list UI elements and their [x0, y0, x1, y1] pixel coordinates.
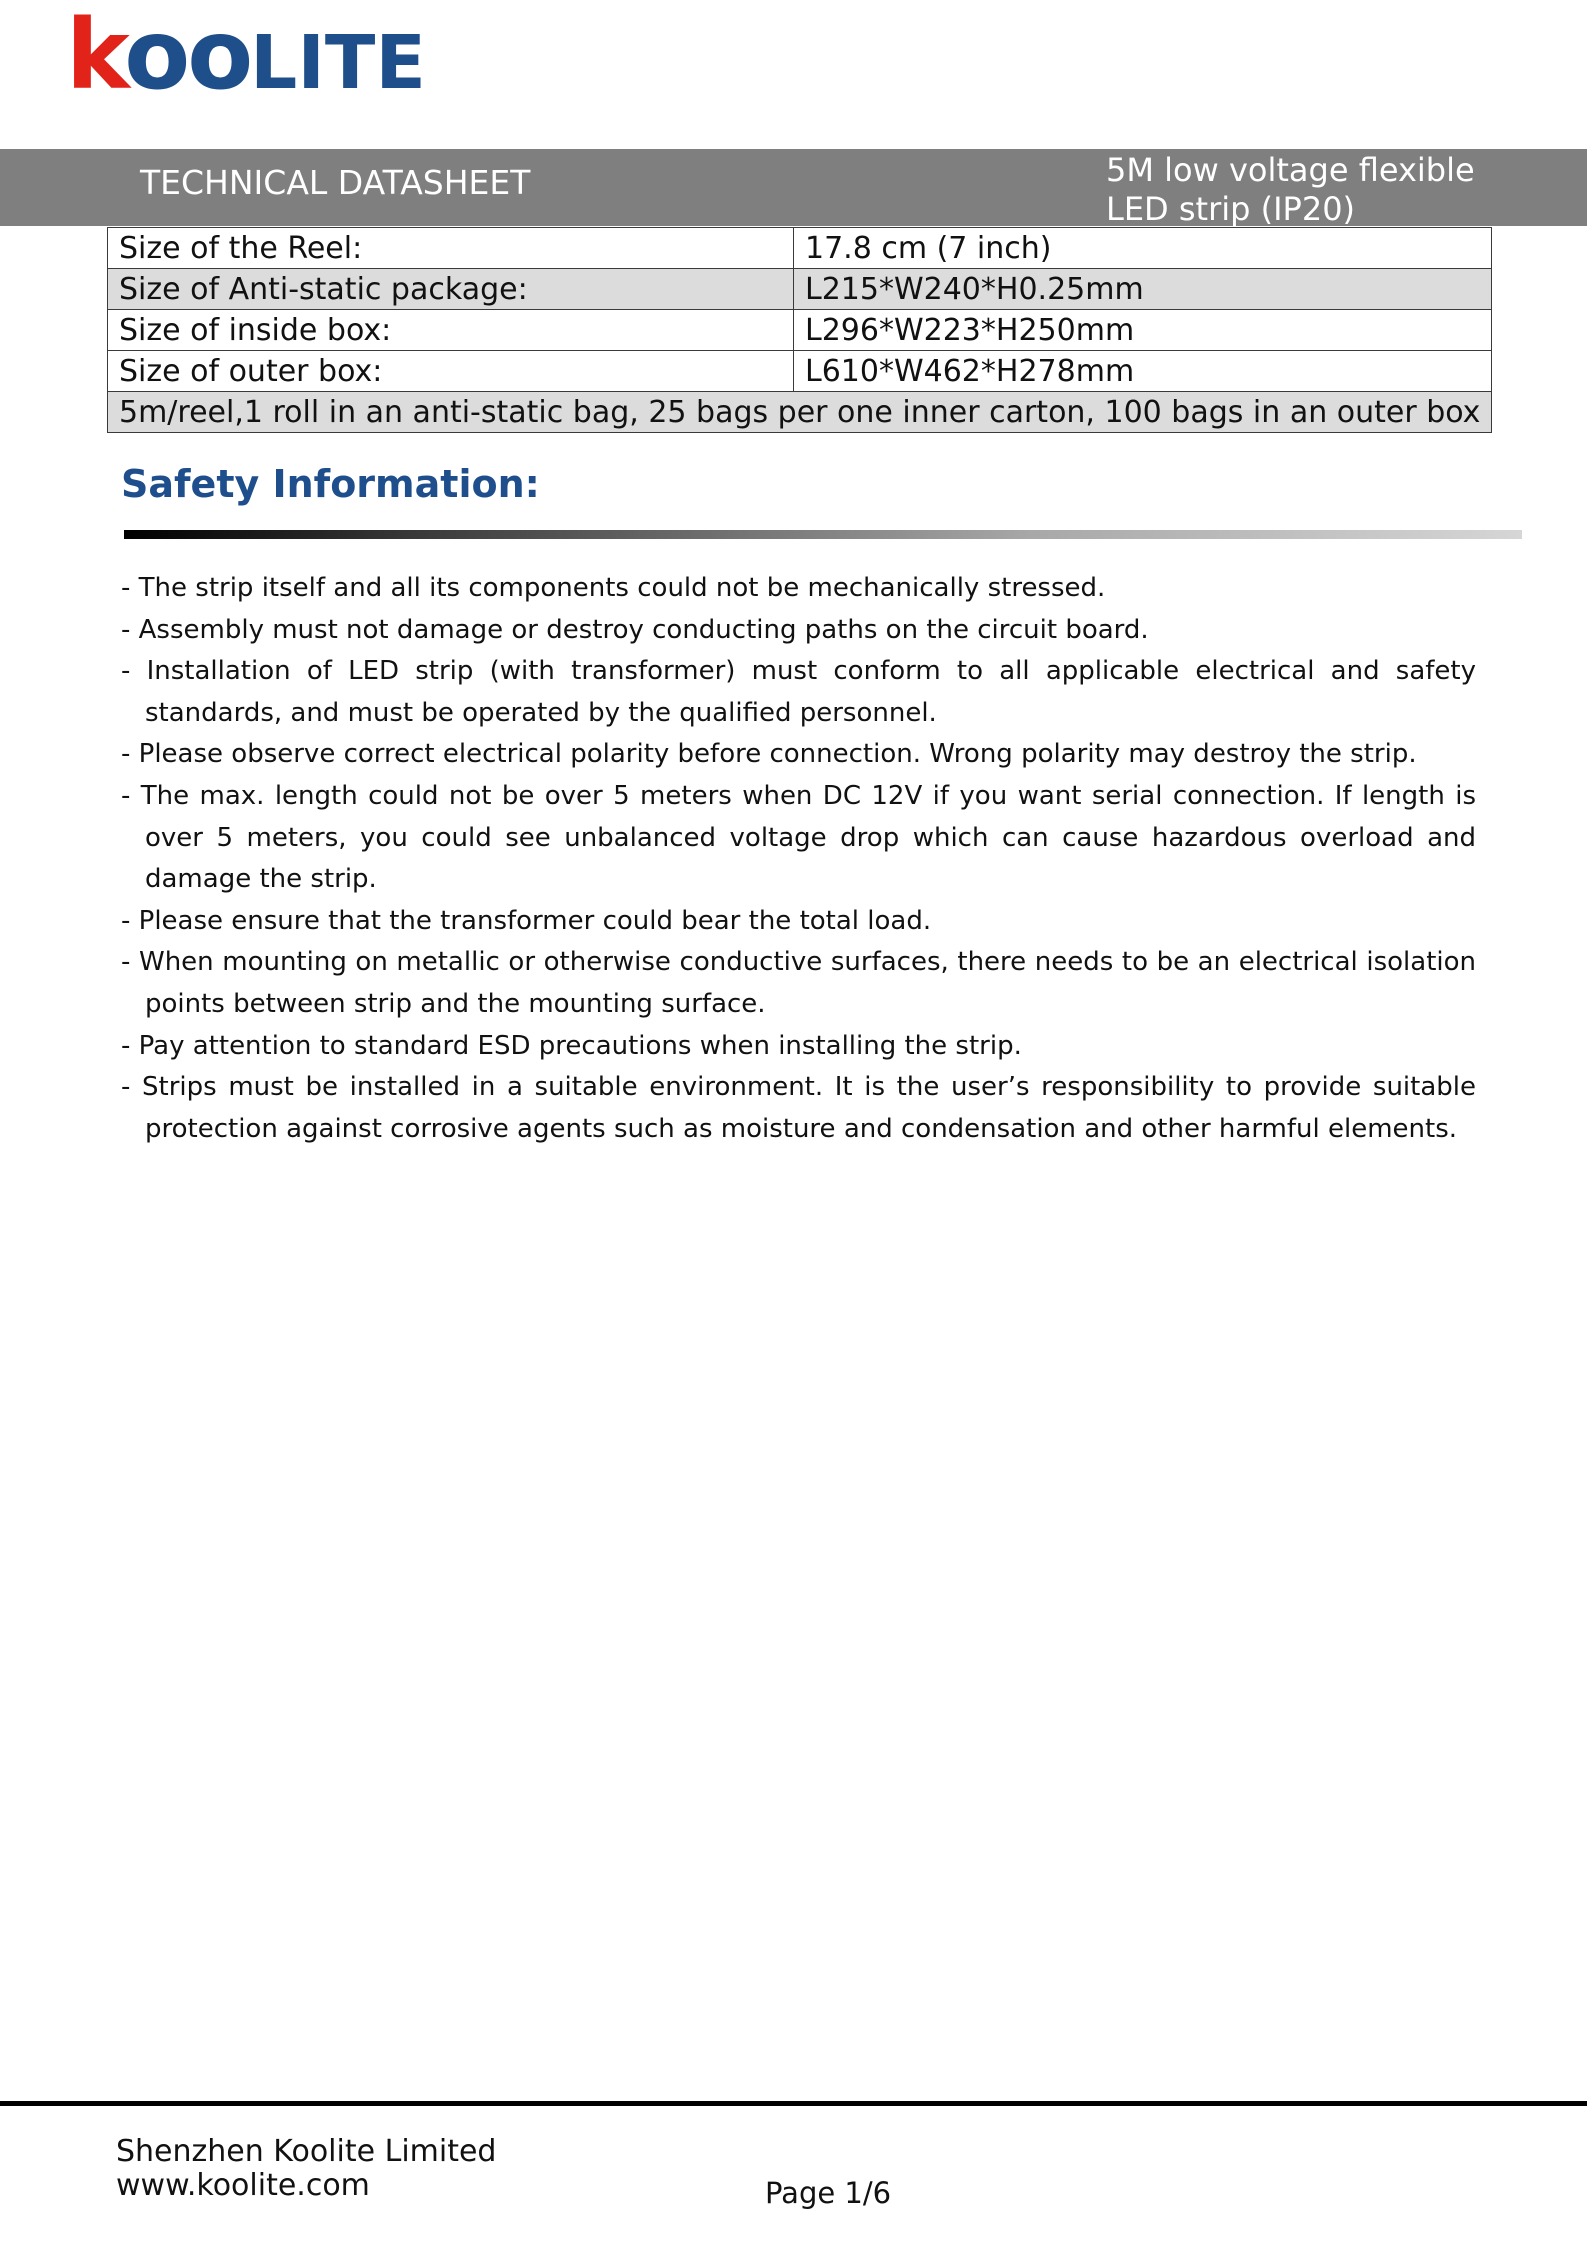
- list-item: - Installation of LED strip (with transformer) must conform to all applicable electrical and safety standards, and must be operated by the qualified personnel.: [121, 656, 1476, 728]
- packaging-spec-table: [107, 227, 1492, 433]
- header-bar: [0, 149, 1587, 226]
- safety-list: [121, 568, 1476, 1150]
- list-item: - Assembly must not damage or destroy conducting paths on the circuit board.: [121, 614, 1149, 645]
- packing-note: 5m/reel,1 roll in an anti-static bag, 25 bags per one inner carton, 100 bags in an outer box: [108, 392, 1492, 433]
- spec-label: Size of inside box:: [108, 310, 794, 351]
- document-type-title: TECHNICAL DATASHEET: [140, 163, 531, 202]
- table-row: [108, 269, 1492, 310]
- section-divider: [124, 530, 1522, 539]
- list-item: - Strips must be installed in a suitable environment. It is the user’s responsibility to provide suitable protection against corrosive agents such as moisture and condensation and other harmful elements.: [121, 1072, 1476, 1144]
- page-number: Page 1/6: [765, 2176, 892, 2210]
- footer-company-name: Shenzhen Koolite Limited: [116, 2134, 497, 2169]
- table-row: [108, 228, 1492, 269]
- product-title-line-1: 5M low voltage flexible: [1106, 151, 1475, 189]
- list-item: - The max. length could not be over 5 meters when DC 12V if you want serial connection. If length is over 5 meters, you could see unbalanced voltage drop which can cause hazardous overload and damage the strip.: [121, 780, 1476, 895]
- safety-section-title: Safety Information:: [121, 462, 540, 506]
- table-row: [108, 310, 1492, 351]
- product-title-line-2: LED strip (IP20): [1106, 190, 1356, 228]
- company-logo: kooLITE: [66, 0, 426, 111]
- product-title: [1106, 151, 1475, 229]
- footer-divider: [0, 2101, 1587, 2106]
- spec-label: Size of Anti-static package:: [108, 269, 794, 310]
- spec-value: L610*W462*H278mm: [794, 351, 1492, 392]
- list-item: - Please observe correct electrical polarity before connection. Wrong polarity may destroy the strip.: [121, 739, 1417, 770]
- list-item: - The strip itself and all its components could not be mechanically stressed.: [121, 573, 1106, 603]
- spec-value: L296*W223*H250mm: [794, 310, 1492, 351]
- list-item: - When mounting on metallic or otherwise conductive surfaces, there needs to be an electrical isolation points between strip and the mounting surface.: [121, 947, 1476, 1019]
- table-row: [108, 392, 1492, 433]
- spec-label: Size of the Reel:: [108, 228, 794, 269]
- list-item: - Pay attention to standard ESD precautions when installing the strip.: [121, 1030, 1022, 1061]
- footer-website-link[interactable]: www.koolite.com: [116, 2168, 370, 2203]
- list-item: - Please ensure that the transformer could bear the total load.: [121, 905, 932, 936]
- spec-label: Size of outer box:: [108, 351, 794, 392]
- spec-value: 17.8 cm (7 inch): [794, 228, 1492, 269]
- table-row: [108, 351, 1492, 392]
- spec-value: L215*W240*H0.25mm: [794, 269, 1492, 310]
